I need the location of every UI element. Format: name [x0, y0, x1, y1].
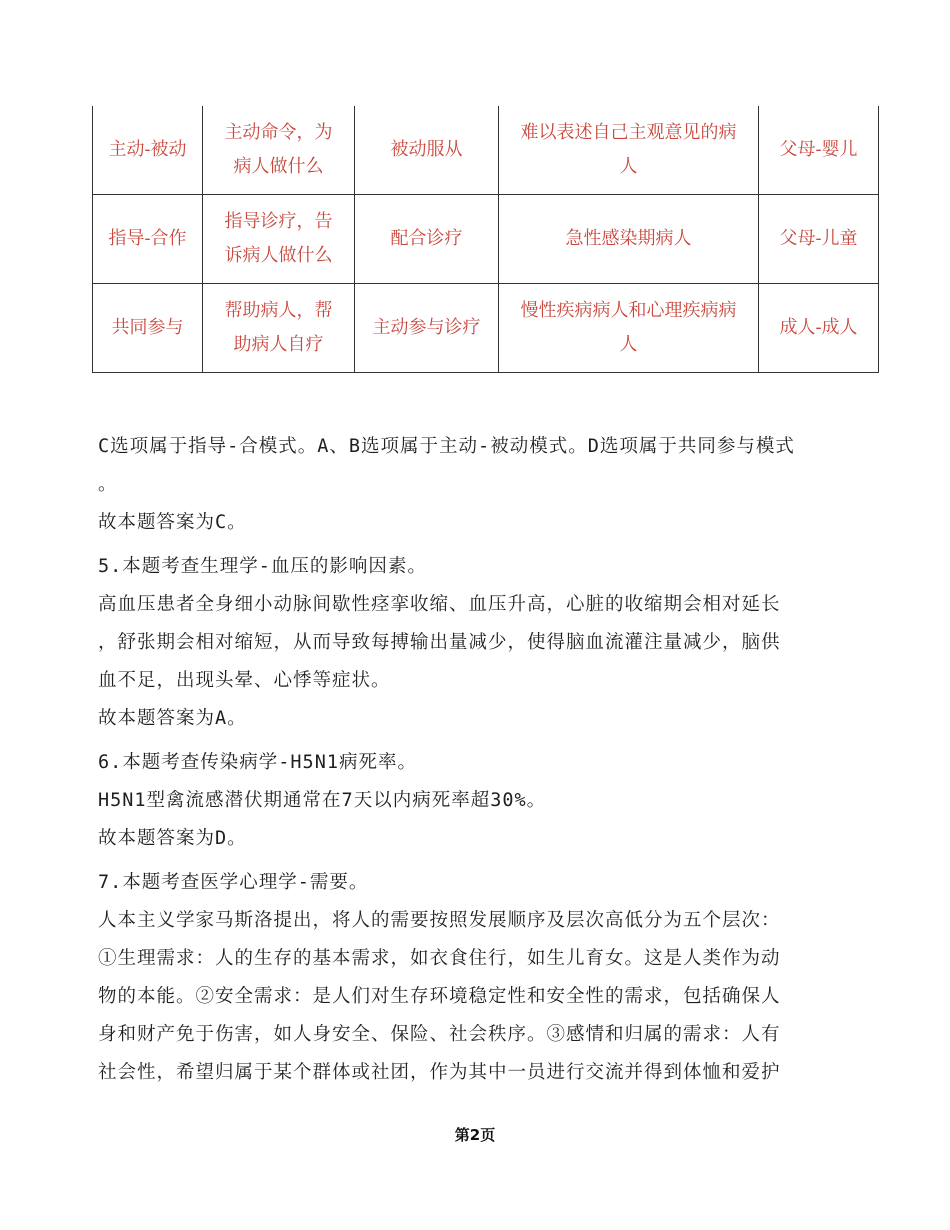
table-cell: 成人-成人 — [779, 317, 858, 338]
paragraph-line: 。 — [98, 474, 118, 495]
table-cell: 指导-合作 — [93, 195, 203, 284]
table-cell: 指导诊疗，告诉病人做什么 — [203, 195, 355, 284]
table-cell: 被动服从 — [355, 106, 499, 195]
question-heading: 6.本题考查传染病学-H5N1病死率。 — [98, 752, 417, 773]
paragraph-line: ，舒张期会相对缩短，从而导致每搏输出量减少，使得脑血流灌注量减少，脑供 — [98, 632, 781, 653]
table-cell: 主动-被动 — [93, 106, 203, 195]
question-heading: 5.本题考查生理学-血压的影响因素。 — [98, 556, 427, 577]
table-cell: 配合诊疗 — [355, 195, 499, 284]
answer-line: 故本题答案为A。 — [98, 708, 247, 729]
table-cell: 共同参与 — [93, 284, 203, 373]
table-cell: 父母-婴儿 — [759, 106, 879, 195]
question-heading: 7.本题考查医学心理学-需要。 — [98, 872, 369, 893]
paragraph-line: C选项属于指导-合模式。A、B选项属于主动-被动模式。D选项属于共同参与模式 — [98, 436, 795, 457]
table-row — [93, 284, 879, 373]
answer-line: 故本题答案为D。 — [98, 828, 247, 849]
doctor-patient-model-table — [92, 106, 878, 373]
paragraph-line: 血不足，出现头晕、心悸等症状。 — [98, 670, 391, 691]
model-table — [92, 106, 879, 373]
table-cell: 帮助病人，帮助病人自疗 — [203, 284, 355, 373]
table-cell: 主动命令，为病人做什么 — [203, 106, 355, 195]
table-row — [93, 106, 879, 195]
answer-explanation-text — [98, 428, 868, 1092]
table-row — [93, 195, 879, 284]
table-cell: 慢性疾病病人和心理疾病病人 — [499, 284, 759, 373]
paragraph-line: 身和财产免于伤害，如人身安全、保险、社会秩序。③感情和归属的需求：人有 — [98, 1024, 781, 1045]
table-cell: 主动参与诊疗 — [355, 284, 499, 373]
paragraph-line: 社会性，希望归属于某个群体或社团，作为其中一员进行交流并得到体恤和爱护 — [98, 1062, 781, 1083]
table-cell: 急性感染期病人 — [499, 195, 759, 284]
table-cell: 难以表述自己主观意见的病人 — [499, 106, 759, 195]
paragraph-line: ①生理需求：人的生存的基本需求，如衣食住行，如生儿育女。这是人类作为动 — [98, 948, 781, 969]
answer-line: 故本题答案为C。 — [98, 512, 247, 533]
paragraph-line: H5N1型禽流感潜伏期通常在7天以内病死率超30%。 — [98, 790, 547, 811]
page-number: 第2页 — [454, 1126, 496, 1144]
paragraph-line: 高血压患者全身细小动脉间歇性痉挛收缩、血压升高，心脏的收缩期会相对延长 — [98, 594, 781, 615]
paragraph-line: 人本主义学家马斯洛提出，将人的需要按照发展顺序及层次高低分为五个层次： — [98, 910, 781, 931]
table-cell: 父母-儿童 — [759, 195, 879, 284]
paragraph-line: 物的本能。②安全需求：是人们对生存环境稳定性和安全性的需求，包括确保人 — [98, 986, 781, 1007]
